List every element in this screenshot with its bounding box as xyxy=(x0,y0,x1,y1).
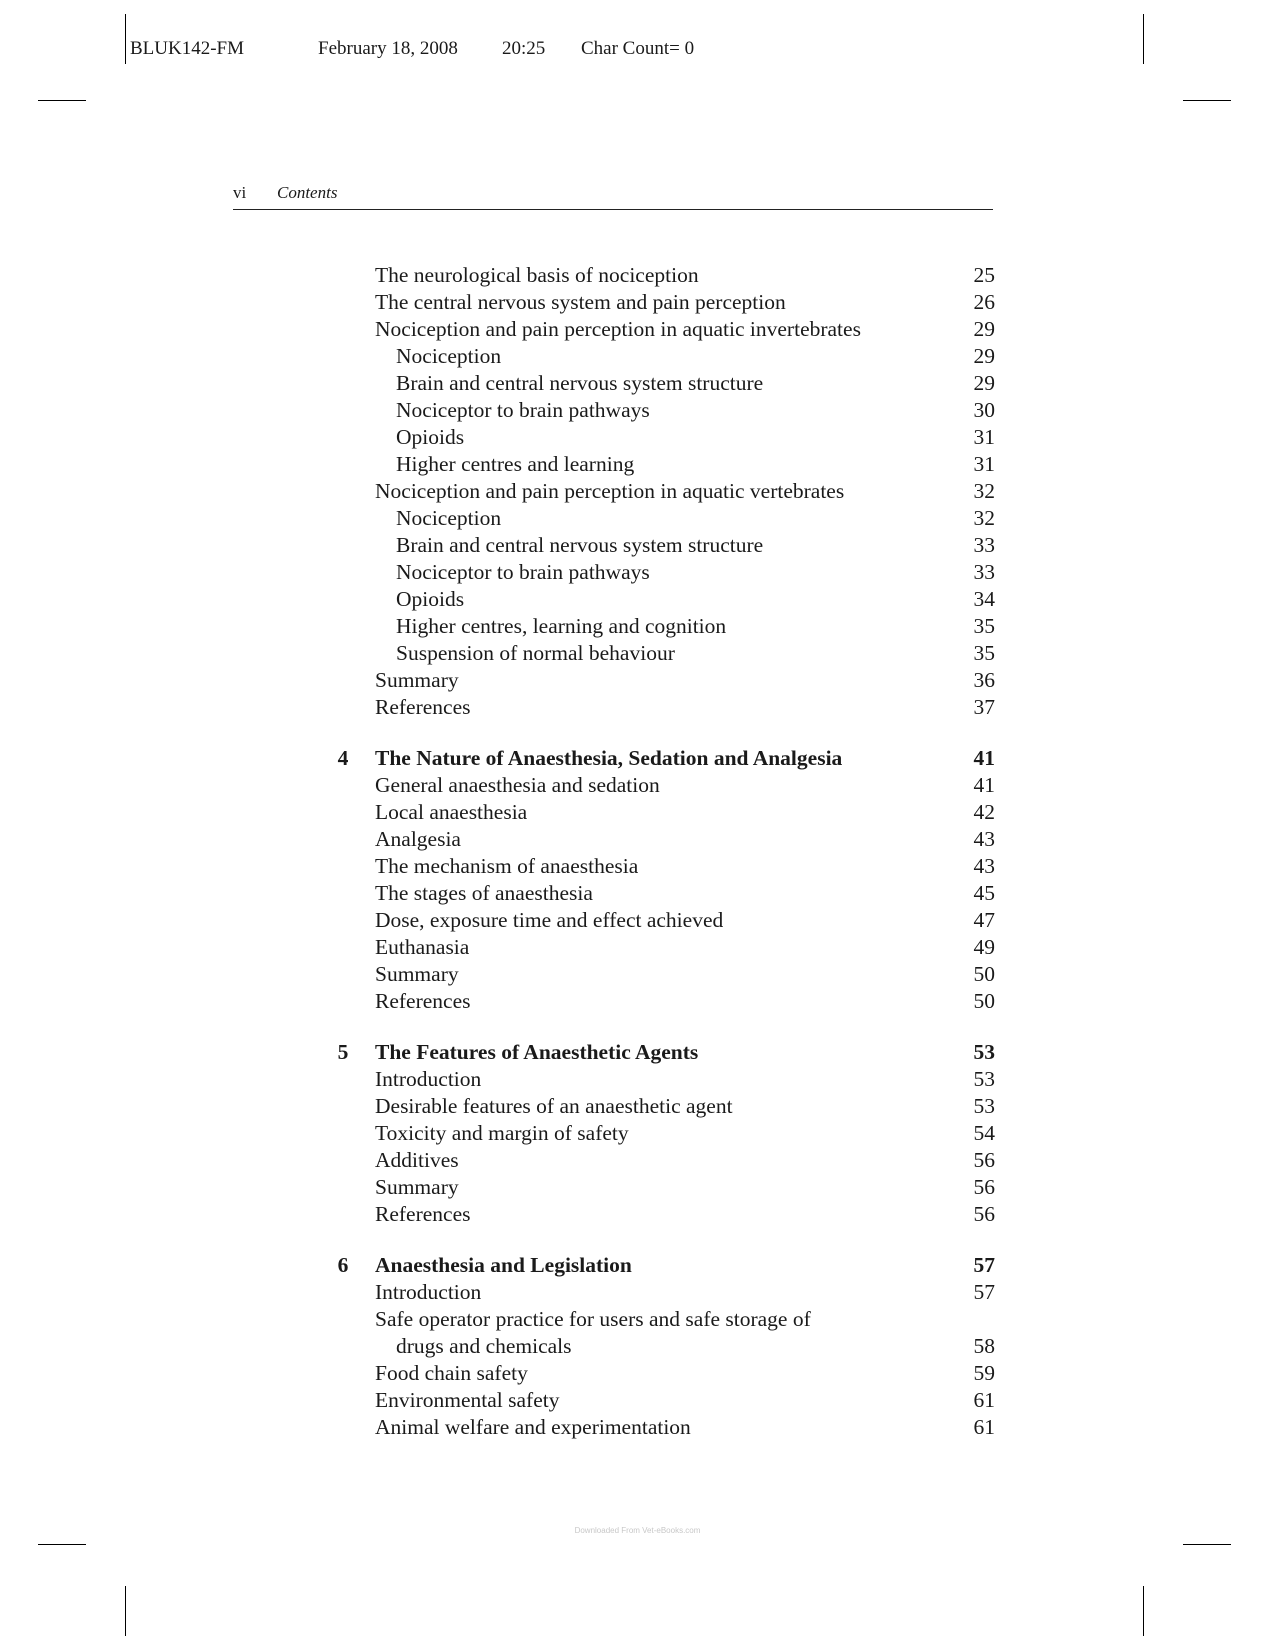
toc-entry-title: The central nervous system and pain perception xyxy=(375,290,786,314)
toc-page-number: 31 xyxy=(973,452,995,476)
toc-entry-title: The neurological basis of nociception xyxy=(375,263,699,287)
table-of-contents xyxy=(0,262,1275,1441)
toc-page-number: 61 xyxy=(973,1388,995,1412)
toc-section-row[interactable] xyxy=(0,262,1275,289)
toc-page-number: 45 xyxy=(973,881,995,905)
toc-entry-title-line2: drugs and chemicals xyxy=(396,1334,572,1358)
toc-entry-title: Dose, exposure time and effect achieved xyxy=(375,908,724,932)
toc-entry-title: The mechanism of anaesthesia xyxy=(375,854,639,878)
toc-entry-title: Nociception xyxy=(396,506,502,530)
toc-entry-title: Desirable features of an anaesthetic agent xyxy=(375,1094,733,1118)
toc-section-row[interactable] xyxy=(0,799,1275,826)
toc-entry-title: References xyxy=(375,1202,471,1226)
toc-page-number: 53 xyxy=(973,1067,995,1091)
toc-section-row[interactable] xyxy=(0,1120,1275,1147)
toc-entry-title: Nociception and pain perception in aquatic vertebrates xyxy=(375,479,845,503)
toc-section-row[interactable] xyxy=(0,853,1275,880)
toc-entry-title: Toxicity and margin of safety xyxy=(375,1121,629,1145)
toc-section-row[interactable] xyxy=(0,826,1275,853)
chapter-number: 4 xyxy=(337,746,349,770)
slug-code: BLUK142-FM xyxy=(130,38,245,59)
toc-page-number: 56 xyxy=(973,1175,995,1199)
toc-entry-title: Nociceptor to brain pathways xyxy=(396,398,650,422)
toc-section-row[interactable] xyxy=(0,1174,1275,1201)
toc-page-number: 49 xyxy=(973,935,995,959)
crop-mark-bottom-right-horizontal xyxy=(1183,1544,1231,1545)
toc-page-number: 43 xyxy=(973,854,995,878)
toc-entry-title: General anaesthesia and sedation xyxy=(375,773,660,797)
toc-entry-title: Brain and central nervous system structure xyxy=(396,371,764,395)
toc-page-number: 53 xyxy=(973,1094,995,1118)
toc-entry-title: References xyxy=(375,989,471,1013)
chapter-number: 5 xyxy=(337,1040,349,1064)
toc-page-number: 34 xyxy=(973,587,995,611)
toc-entry-title: Environmental safety xyxy=(375,1388,560,1412)
toc-section-row[interactable] xyxy=(0,1147,1275,1174)
toc-page-number: 32 xyxy=(973,506,995,530)
toc-section-row[interactable] xyxy=(0,478,1275,505)
toc-page-number: 54 xyxy=(973,1121,995,1145)
toc-section-row[interactable] xyxy=(0,289,1275,316)
toc-section-row[interactable] xyxy=(0,988,1275,1015)
toc-entry-title: Summary xyxy=(375,1175,459,1199)
toc-section-row[interactable] xyxy=(0,934,1275,961)
toc-entry-title: Food chain safety xyxy=(375,1361,528,1385)
toc-entry-title: Summary xyxy=(375,668,459,692)
toc-subsection-row[interactable] xyxy=(0,532,1275,559)
toc-section-row[interactable] xyxy=(0,316,1275,343)
toc-chapter-row[interactable] xyxy=(0,1252,1275,1279)
toc-subsection-row[interactable] xyxy=(0,424,1275,451)
toc-subsection-row[interactable] xyxy=(0,586,1275,613)
running-head xyxy=(233,183,993,210)
watermark: Downloaded From Vet-eBooks.com xyxy=(574,1526,701,1535)
toc-page-number: 26 xyxy=(973,290,995,314)
toc-subsection-row[interactable] xyxy=(0,451,1275,478)
toc-subsection-row[interactable] xyxy=(0,559,1275,586)
toc-page-number: 29 xyxy=(973,371,995,395)
toc-page-number: 37 xyxy=(973,695,995,719)
toc-page-number: 50 xyxy=(973,989,995,1013)
toc-entry-title xyxy=(375,1306,811,1360)
toc-page-number: 58 xyxy=(973,1334,995,1358)
toc-entry-title: Nociception xyxy=(396,344,502,368)
toc-page-number: 25 xyxy=(973,263,995,287)
toc-page-number: 36 xyxy=(973,668,995,692)
toc-section-row[interactable] xyxy=(0,1093,1275,1120)
toc-chapter-row[interactable] xyxy=(0,745,1275,772)
toc-entry-title: Summary xyxy=(375,962,459,986)
toc-page-number: 33 xyxy=(973,533,995,557)
crop-mark-bottom-left-vertical xyxy=(125,1586,126,1636)
toc-entry-title: Opioids xyxy=(396,425,465,449)
toc-entry-title: References xyxy=(375,695,471,719)
toc-entry-title: The Features of Anaesthetic Agents xyxy=(375,1040,699,1064)
toc-page-number: 35 xyxy=(973,614,995,638)
toc-subsection-row[interactable] xyxy=(0,613,1275,640)
toc-page-number: 29 xyxy=(973,344,995,368)
toc-page-number: 31 xyxy=(973,425,995,449)
toc-subsection-row[interactable] xyxy=(0,397,1275,424)
toc-page-number: 29 xyxy=(973,317,995,341)
toc-entry-title: Brain and central nervous system structure xyxy=(396,533,764,557)
toc-page-number: 32 xyxy=(973,479,995,503)
toc-section-row[interactable] xyxy=(0,1201,1275,1228)
toc-entry-title: Anaesthesia and Legislation xyxy=(375,1253,632,1277)
toc-page-number: 41 xyxy=(973,773,995,797)
toc-entry-title: Suspension of normal behaviour xyxy=(396,641,675,665)
toc-section-row[interactable] xyxy=(0,907,1275,934)
toc-page-number: 35 xyxy=(973,641,995,665)
crop-mark-bottom-right-vertical xyxy=(1143,1586,1144,1636)
toc-page-number: 57 xyxy=(973,1253,995,1277)
toc-entry-title: Euthanasia xyxy=(375,935,470,959)
toc-page-number: 41 xyxy=(973,746,995,770)
toc-entry-title: Analgesia xyxy=(375,827,461,851)
toc-section-row[interactable] xyxy=(0,961,1275,988)
toc-section-row[interactable] xyxy=(0,1066,1275,1093)
toc-section-row[interactable] xyxy=(0,1414,1275,1441)
toc-entry-title: Additives xyxy=(375,1148,459,1172)
running-head-section: Contents xyxy=(277,183,338,202)
toc-section-row[interactable] xyxy=(0,1279,1275,1306)
toc-page-number: 30 xyxy=(973,398,995,422)
toc-section-row[interactable] xyxy=(0,694,1275,721)
crop-mark-top-left-horizontal xyxy=(38,100,86,101)
toc-entry-title: Animal welfare and experimentation xyxy=(375,1415,691,1439)
toc-page-number: 57 xyxy=(973,1280,995,1304)
toc-subsection-row[interactable] xyxy=(0,370,1275,397)
toc-section-row[interactable] xyxy=(0,880,1275,907)
toc-page-number: 53 xyxy=(973,1040,995,1064)
toc-page-number: 43 xyxy=(973,827,995,851)
slug-char-count: Char Count= 0 xyxy=(581,38,695,59)
toc-entry-title: Introduction xyxy=(375,1280,482,1304)
toc-section-row[interactable] xyxy=(0,1387,1275,1414)
toc-subsection-row[interactable] xyxy=(0,505,1275,532)
crop-mark-top-right-vertical xyxy=(1143,14,1144,64)
toc-section-row[interactable] xyxy=(0,1360,1275,1387)
toc-entry-title: Opioids xyxy=(396,587,465,611)
toc-entry-title: Higher centres, learning and cognition xyxy=(396,614,727,638)
toc-page-number: 47 xyxy=(973,908,995,932)
toc-entry-title: The Nature of Anaesthesia, Sedation and Analgesia xyxy=(375,746,843,770)
toc-entry-title: The stages of anaesthesia xyxy=(375,881,593,905)
toc-subsection-row[interactable] xyxy=(0,640,1275,667)
chapter-number: 6 xyxy=(337,1253,349,1277)
toc-page-number: 56 xyxy=(973,1148,995,1172)
toc-entry-title: Nociceptor to brain pathways xyxy=(396,560,650,584)
toc-page-number: 59 xyxy=(973,1361,995,1385)
toc-section-row[interactable] xyxy=(0,667,1275,694)
slug-date: February 18, 2008 xyxy=(318,38,458,59)
toc-subsection-row[interactable] xyxy=(0,343,1275,370)
toc-page-number: 56 xyxy=(973,1202,995,1226)
slug-time: 20:25 xyxy=(502,38,546,59)
crop-mark-top-right-horizontal xyxy=(1183,100,1231,101)
toc-section-row[interactable] xyxy=(0,1306,1275,1360)
toc-page-number: 50 xyxy=(973,962,995,986)
page-folio: vi xyxy=(233,183,247,202)
toc-page-number: 33 xyxy=(973,560,995,584)
toc-section-row[interactable] xyxy=(0,772,1275,799)
toc-entry-title-line1: Safe operator practice for users and safe storage of xyxy=(375,1307,811,1331)
toc-chapter-row[interactable] xyxy=(0,1039,1275,1066)
toc-entry-title: Local anaesthesia xyxy=(375,800,528,824)
crop-mark-bottom-left-horizontal xyxy=(38,1544,86,1545)
toc-page-number: 61 xyxy=(973,1415,995,1439)
toc-entry-title: Higher centres and learning xyxy=(396,452,635,476)
toc-entry-title: Nociception and pain perception in aquatic invertebrates xyxy=(375,317,861,341)
toc-page-number: 42 xyxy=(973,800,995,824)
toc-entry-title: Introduction xyxy=(375,1067,482,1091)
crop-mark-top-left-vertical xyxy=(125,14,126,64)
